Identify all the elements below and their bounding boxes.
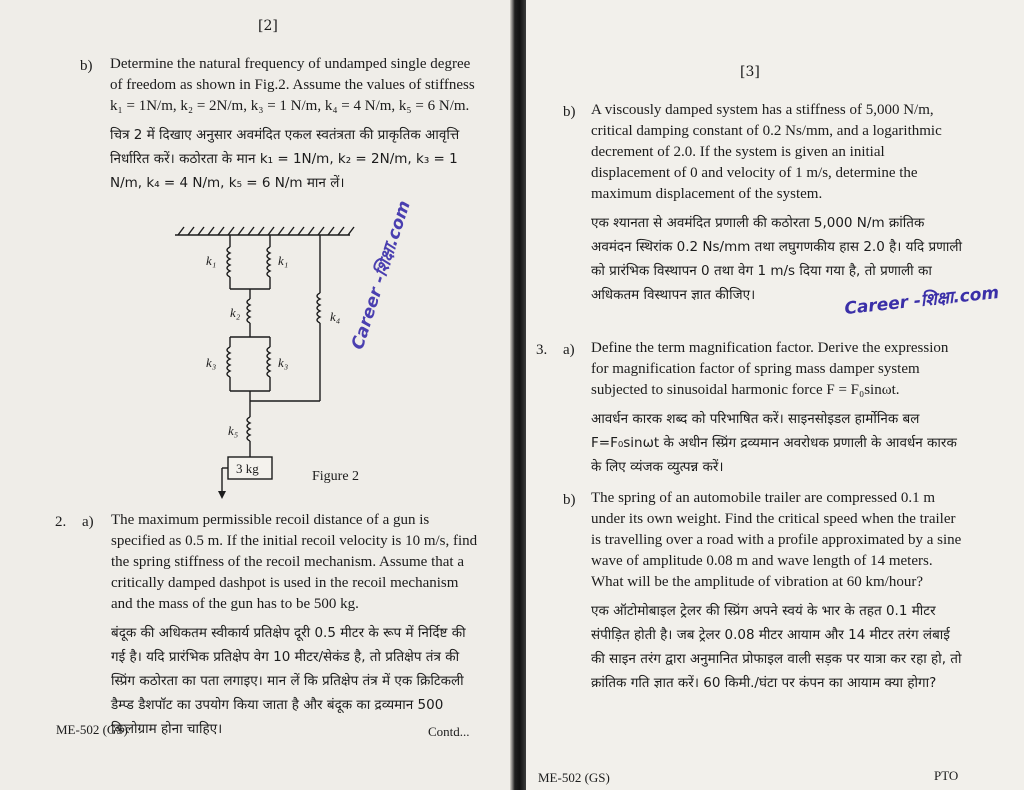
question-label: a) (563, 342, 575, 358)
question-text-hindi: आवर्धन कारक शब्द को परिभाषित करें। साइनसोइडल हार्मोनिक बल F=F₀sinωt के अधीन स्प्रिंग द्रव्यमान अवरोधक प्रणाली के आवर्धन कारक के लिए व्यंजक व्युत्पन्न करें। (591, 411, 957, 475)
force-arrow-head (218, 491, 226, 499)
question-label: b) (80, 58, 93, 74)
footer-pto: PTO (934, 768, 959, 783)
spring-k5 (247, 391, 250, 457)
question-label: b) (563, 492, 576, 508)
spring-k1-left (227, 235, 230, 289)
support-hatching (178, 227, 354, 235)
left-page (0, 0, 510, 790)
question-3a (536, 338, 963, 479)
question-text-english: Define the term magnification factor. Derive the expression for magnification factor of spring mass damper system subjected to sinusoidal harmonic force F = F₀sinωt. (591, 340, 949, 398)
spring-k3-left (227, 337, 230, 391)
label-k1-right: k₁ (278, 253, 289, 268)
label-k1-left: k₁ (206, 253, 217, 268)
page-number: [2] (258, 18, 278, 34)
question-number: 3. (536, 342, 548, 358)
mass-label: 3 kg (236, 461, 259, 476)
question-number: 2. (55, 514, 67, 530)
book-gutter (510, 0, 526, 790)
question-text-hindi: चित्र 2 में दिखाए अनुसार अवमंदित एकल स्वतंत्रता की प्राकृतिक आवृत्ति निर्धारित करें। कठोरता के मान k₁ = 1N/m, k₂ = 2N/m, k₃ = 1 N/m, k₄ = 4 N/m, k₅ = 6 N/m मान लें। (110, 127, 460, 191)
question-2a (55, 510, 480, 741)
question-text-hindi: बंदूक की अधिकतम स्वीकार्य प्रतिक्षेप दूरी 0.5 मीटर के रूप में निर्दिष्ट की गई है। यदि प्रारंभिक प्रतिक्षेप वेग 10 मीटर/सेकंड है, तो प्रतिक्षेप तंत्र की स्प्रिंग कठोरता का पता लगाइए। मान लें कि प्रतिक्षेप तंत्र में एक क्रिटिकली डैम्प्ड डैशपॉट का उपयोग किया जाता है और बंदूक का द्रव्यमान 500 किलोग्राम होना चाहिए। (111, 625, 466, 737)
question-text-hindi: एक ऑटोमोबाइल ट्रेलर की स्प्रिंग अपने स्वयं के भार के तहत 0.1 मीटर संपीड़ित होती है। जब ट्रेलर 0.08 मीटर आयाम और 14 मीटर तरंग लंबाई की साइन तरंग द्वारा अनुमानित प्रोफाइल वाली सड़क पर यात्रा कर रहा हो, तो क्रांतिक गति ज्ञात करें। 60 किमी./घंटा पर कंपन का आयाम क्या होगा? (591, 603, 962, 691)
footer-code: ME-502 (GS) (56, 722, 128, 737)
question-text-english: The maximum permissible recoil distance of a gun is specified as 0.5 m. If the initial recoil velocity is 10 m/s, find the spring stiffness of the recoil mechanism. Assume that a critically damped dashpot is used in the recoil mechanism and the mass of the gun has to be 500 kg. (111, 512, 478, 612)
figure-caption: Figure 2 (312, 469, 360, 484)
page-number: [3] (740, 64, 760, 80)
label-k4: k₄ (330, 309, 341, 324)
question-text-english: Determine the natural frequency of undamped single degree of freedom as shown in Fig.2. Assume the values of stiffness k₁ = 1N/m, k₂ = 2N/m, k₃ = 1 N/m, k₄ = 4 N/m, k₅ = 6 N/m. (110, 56, 475, 114)
spring-k1-right (267, 235, 270, 289)
question-text-english: The spring of an automobile trailer are compressed 0.1 m under its own weight. Find the critical speed when the trailer is travelling over a road with a profile approximated by a sine wave of amplitude 0.08 m and wave length of 14 meters. What will be the amplitude of vibration at 60 km/hour? (591, 490, 962, 590)
right-page (526, 0, 1024, 790)
footer-contd: Contd... (428, 724, 470, 739)
watermark: Career -शिक्षा.com (843, 282, 1001, 320)
spring-k2 (247, 289, 250, 337)
label-k3-right: k₃ (278, 355, 289, 370)
question-1b (80, 54, 480, 195)
spring-k3-right (267, 337, 270, 391)
question-label: a) (82, 514, 94, 530)
label-k3-left: k₃ (206, 355, 217, 370)
question-2b (563, 100, 963, 307)
label-k5: k₅ (228, 423, 239, 438)
label-k2: k₂ (230, 305, 241, 320)
question-text-english: A viscously damped system has a stiffness of 5,000 N/m, critical damping constant of 0.2 Ns/mm, and a logarithmic decrement of 2.0. If the system is given an initial displacement of 0 and velocity of 1 m/s, determine the maximum displacement of the system. (591, 102, 942, 202)
watermark: Career -शिक्षा.com (347, 198, 415, 353)
question-label: b) (563, 104, 576, 120)
question-3b (563, 488, 963, 695)
question-text-hindi: एक श्यानता से अवमंदित प्रणाली की कठोरता 5,000 N/m क्रांतिक अवमंदन स्थिरांक 0.2 Ns/mm तथा लघुगणकीय हास 2.0 है। यदि प्रणाली को प्रारंभिक विस्थापन 0 तथा वेग 1 m/s दिया गया है, तो प्रणाली का अधिकतम विस्थापन ज्ञात कीजिए। (591, 215, 963, 303)
footer-code: ME-502 (GS) (538, 770, 610, 785)
